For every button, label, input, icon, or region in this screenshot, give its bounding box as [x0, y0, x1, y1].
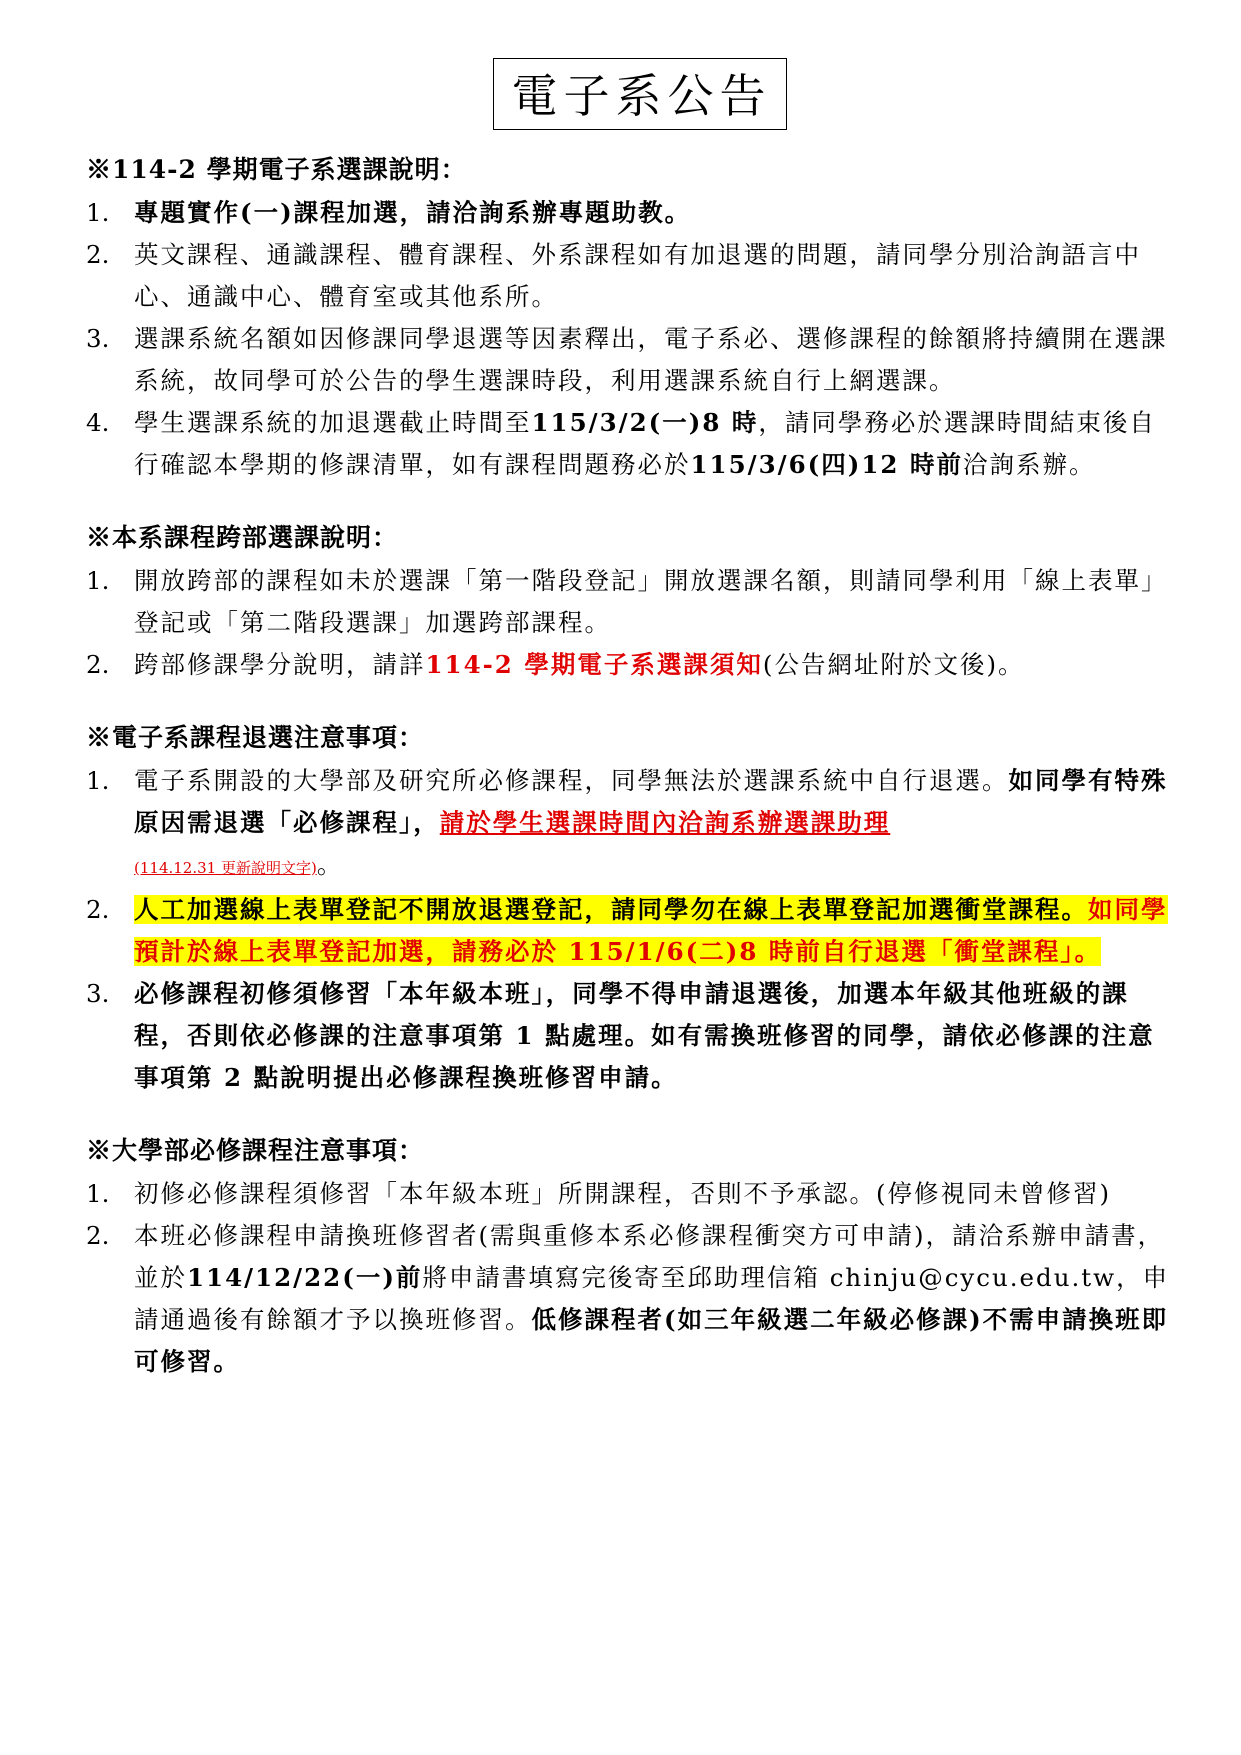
item-text: 初修必修課程須修習「本年級本班」所開課程，否則不予承認。(停修視同未曾修習): [134, 1179, 1112, 1208]
item-number: 1.: [86, 198, 110, 227]
item-number: 2.: [86, 1221, 110, 1250]
section-heading: ※114-2 學期電子系選課說明：: [86, 155, 467, 184]
item-number: 1.: [86, 766, 110, 795]
item-text: 學生選課系統的加退選截止時間至: [134, 408, 532, 437]
item-text: 專題實作(一)課程加選，請洽詢系辦專題助教。: [134, 198, 692, 227]
section-required-courses: [86, 1129, 1171, 1383]
list-item: [86, 889, 1171, 973]
list-item: [86, 644, 1171, 686]
section-drop-notes: [86, 716, 1171, 1099]
list-item: [86, 402, 1171, 486]
item-number: 3.: [86, 979, 110, 1008]
item-text: 電子系開設的大學部及研究所必修課程，同學無法於選課系統中自行退選。: [134, 766, 1009, 795]
section-course-selection: [86, 148, 1171, 486]
item-number: 1.: [86, 1179, 110, 1208]
item-text: 必修課程初修須修習「本年級本班」，同學不得申請退選後，加選本年級其他班級的課程，否則依必修課的注意事項第 1 點處理。如有需換班修習的同學，請依必修課的注意事項第 2 點說明提出必修課程換班修習申請。: [134, 979, 1155, 1092]
page-title: 電子系公告: [493, 58, 787, 130]
item-text: 將申請書填寫完後寄至邱助理信箱 chinju@cycu.edu.tw，申請通過後有餘額才予以換班修習。: [134, 1263, 1170, 1334]
item-text: 英文課程、通識課程、體育課程、外系課程如有加退選的問題，請同學分別洽詢語言中心、通識中心、體育室或其他系所。: [134, 240, 1141, 311]
item-text: 本班必修課程申請換班修習者(需與重修本系必修課程衝突方可申請)，請洽系辦申請書，並於: [134, 1221, 1165, 1292]
item-text: 。: [316, 850, 344, 879]
item-number: 2.: [86, 650, 110, 679]
deadline-text: 114/12/22(一)前: [187, 1263, 423, 1292]
highlight-warning-text: 如同學預計於線上表單登記加選，請務必於 115/1/6(二)8 時前自行退選「衝堂課程」。: [134, 895, 1168, 966]
list-item: [86, 973, 1171, 1099]
guide-title-text: 114-2 學期電子系選課須知: [425, 650, 763, 679]
list-item: [86, 1173, 1171, 1215]
item-number: 2.: [86, 895, 110, 924]
title-wrap: [86, 58, 1171, 130]
item-list: [86, 560, 1171, 686]
list-item: [86, 234, 1171, 318]
list-item: [86, 760, 1171, 889]
section-cross-division: [86, 516, 1171, 686]
section-heading: ※大學部必修課程注意事項：: [86, 1136, 425, 1165]
item-list: [86, 760, 1171, 1099]
highlight-text: 人工加選線上表單登記不開放退選登記，請同學勿在線上表單登記加選衝堂課程。: [134, 895, 1088, 924]
list-item: [86, 1215, 1171, 1383]
item-number: 1.: [86, 566, 110, 595]
list-item: [86, 192, 1171, 234]
item-text: 洽詢系辦。: [962, 450, 1096, 479]
update-note: (114.12.31 更新說明文字): [134, 859, 317, 877]
section-heading: ※電子系課程退選注意事項：: [86, 723, 425, 752]
item-list: [86, 192, 1171, 486]
item-number: 2.: [86, 240, 110, 269]
deadline-text: 115/3/6(四)12 時前: [690, 450, 963, 479]
item-text: (公告網址附於文後)。: [762, 650, 1025, 679]
item-list: [86, 1173, 1171, 1383]
emphasis-text: 低修課程者(如三年級選二年級必修課)不需申請換班即可修習。: [134, 1305, 1169, 1376]
list-item: [86, 560, 1171, 644]
item-text: 跨部修課學分說明，請詳: [134, 650, 426, 679]
item-text: ，請同學務必於選課時間結束後自行確認本學期的修課清單，如有課程問題務必於: [134, 408, 1156, 479]
item-text: 選課系統名額如因修課同學退選等因素釋出，電子系必、選修課程的餘額將持續開在選課系統，故同學可於公告的學生選課時段，利用選課系統自行上網選課。: [134, 324, 1168, 395]
item-number: 4.: [86, 408, 110, 437]
deadline-text: 115/3/2(一)8 時: [531, 408, 759, 437]
list-item: [86, 318, 1171, 402]
item-text: 開放跨部的課程如未於選課「第一階段登記」開放選課名額，則請同學利用「線上表單」登記或「第二階段選課」加選跨部課程。: [134, 566, 1168, 637]
item-number: 3.: [86, 324, 110, 353]
emphasis-text: 如同學有特殊原因需退選「必修課程」，: [134, 766, 1168, 837]
section-heading: ※本系課程跨部選課說明：: [86, 523, 399, 552]
contact-assistant-text: 請於學生選課時間內洽詢系辦選課助理: [439, 808, 891, 837]
